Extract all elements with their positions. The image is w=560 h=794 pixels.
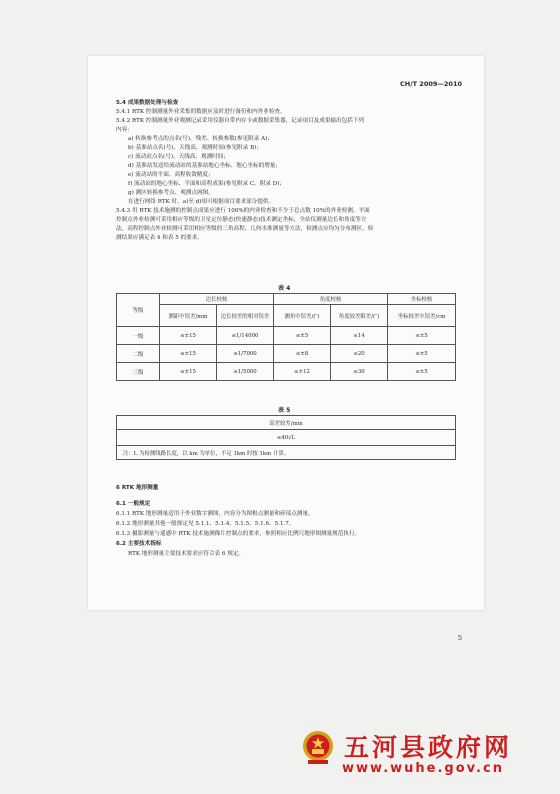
standard-number: CH/T 2009—2010 xyxy=(400,80,462,88)
list-item: e) 流动站的平面、高程收敛精度； xyxy=(128,172,214,178)
section-heading: 6.2 主要技术指标 xyxy=(116,541,162,547)
header-cell: 边长校核 xyxy=(160,294,274,305)
table-cell: ≤±12 xyxy=(274,363,331,381)
paragraph-line: 5.4.2 RTK 控制测量外业观测记录采用仪器自带内存卡或数据采集器，记录项目及成果输出包括下列 xyxy=(116,118,364,124)
paragraph-line: 6.1.2 地形测量其他一般规定见 5.1.1、5.1.4、5.1.5、5.1.6、5.1.7。 xyxy=(116,521,295,527)
table4 xyxy=(116,293,456,381)
site-url: www.wuhe.gov.cn xyxy=(342,761,504,776)
table-row xyxy=(117,327,456,345)
paragraph-line: RTK 地形测量主要技术要求应符合表 6 规定。 xyxy=(128,551,245,557)
header-cell: 边长较差的相对误差 xyxy=(217,305,274,327)
document-page xyxy=(88,56,484,642)
table-cell: ≤±5 xyxy=(388,327,456,345)
table-cell: ≤±5 xyxy=(388,363,456,381)
list-item: c) 流动站点名(号)、天线高、观测时间； xyxy=(128,154,229,160)
header-cell: 测角中误差/(″) xyxy=(274,305,331,327)
table-cell: ≤±15 xyxy=(160,327,217,345)
table-cell: 一级 xyxy=(117,327,160,345)
paragraph-line: 测结果应满足表 4 和表 5 的要求。 xyxy=(116,235,203,241)
paragraph-line: 5.4.3 用 RTK 技术施测的控制点成果应进行 100%的内业检查和不少于总点数 10%的外业检测，平面 xyxy=(116,208,370,214)
table-row xyxy=(117,345,456,363)
table-cell: 三级 xyxy=(117,363,160,381)
header-cell: 等级 xyxy=(117,294,160,327)
header-cell: 测距中误差/mm xyxy=(160,305,217,327)
table-cell: ≤1/7000 xyxy=(217,345,274,363)
section-heading: 6 RTK 地形测量 xyxy=(116,485,159,491)
paragraph-line: 法，高程控制点外业检测可采用相应等级的三角高程、几何水准测量等方法，检测点应均匀分布测区。检 xyxy=(116,226,374,232)
header-cell: 高差较差/mm xyxy=(117,416,456,430)
paragraph-line: 控制点外业检测可采用相应等级的卫星定位静态(快速静态)技术测定坐标，全站仪测量边长和角度等方 xyxy=(116,217,367,223)
paragraph-line: 在进行网络 RTK 时，a)至 d)项可根据项目要求部分提供。 xyxy=(128,199,275,205)
paragraph-line: 内容： xyxy=(116,127,133,133)
list-item: b) 基准站点名(号)、天线高、观测时间(参见附录 B)； xyxy=(128,145,263,151)
table-cell: ≤±5 xyxy=(274,327,331,345)
paragraph-line: 5.4.1 RTK 控制测量外业采集的数据应及时进行备份和内外业检查。 xyxy=(116,109,286,115)
table-cell: ≤±5 xyxy=(388,345,456,363)
table-note: 注：L 为检测线路长度，以 km 为单位，不足 1km 时按 1km 计算。 xyxy=(117,446,456,460)
header-cell: 坐标较差中误差/cm xyxy=(388,305,456,327)
table5 xyxy=(116,415,456,460)
header-cell: 角度校核 xyxy=(274,294,388,305)
paragraph-line: 6.1.1 RTK 地形测量适用于外业数字测图，内容分为图根点测量和碎部点测量。 xyxy=(116,511,314,517)
table-cell: ≤±8 xyxy=(274,345,331,363)
list-item: f) 流动站的地心坐标、平面和高程成果(参见附录 C、附录 D)； xyxy=(128,181,285,187)
site-title: 五河县政府网 xyxy=(344,733,513,762)
table-cell: ≤14 xyxy=(331,327,388,345)
national-emblem-icon xyxy=(300,728,336,768)
table-cell: ≤40√L xyxy=(117,430,456,446)
table4-caption: 表 4 xyxy=(278,285,291,292)
paragraph-line: 6.1.3 摄影测量与遥感中 RTK 技术施测像片控制点的要求，参照相应比例尺地形图测量规范执行。 xyxy=(116,531,361,537)
table5-caption: 表 5 xyxy=(278,407,291,414)
table-cell: ≤±15 xyxy=(160,363,217,381)
section-heading: 6.1 一般规定 xyxy=(116,501,151,507)
table-cell: 二级 xyxy=(117,345,160,363)
table-cell: ≤1/14000 xyxy=(217,327,274,345)
list-item: a) 转换参考点的点名(号)、残差、转换参数(参见附录 A)； xyxy=(128,136,273,142)
table-cell: ≤1/5000 xyxy=(217,363,274,381)
list-item: d) 基准站发送给流动站的基准站地心坐标、地心坐标的增量； xyxy=(128,163,281,169)
list-item: g) 测区转换参考点、观测点网图。 xyxy=(128,190,214,196)
header-cell: 角度较差限差/(″) xyxy=(331,305,388,327)
page-number: 5 xyxy=(457,634,462,642)
table-cell: ≤20 xyxy=(331,345,388,363)
table-cell: ≤±15 xyxy=(160,345,217,363)
table-row xyxy=(117,363,456,381)
section-heading: 5.4 成果数据处理与检查 xyxy=(116,100,179,106)
header-cell: 坐标校核 xyxy=(388,294,456,305)
site-watermark xyxy=(300,728,530,778)
table-cell: ≤30 xyxy=(331,363,388,381)
